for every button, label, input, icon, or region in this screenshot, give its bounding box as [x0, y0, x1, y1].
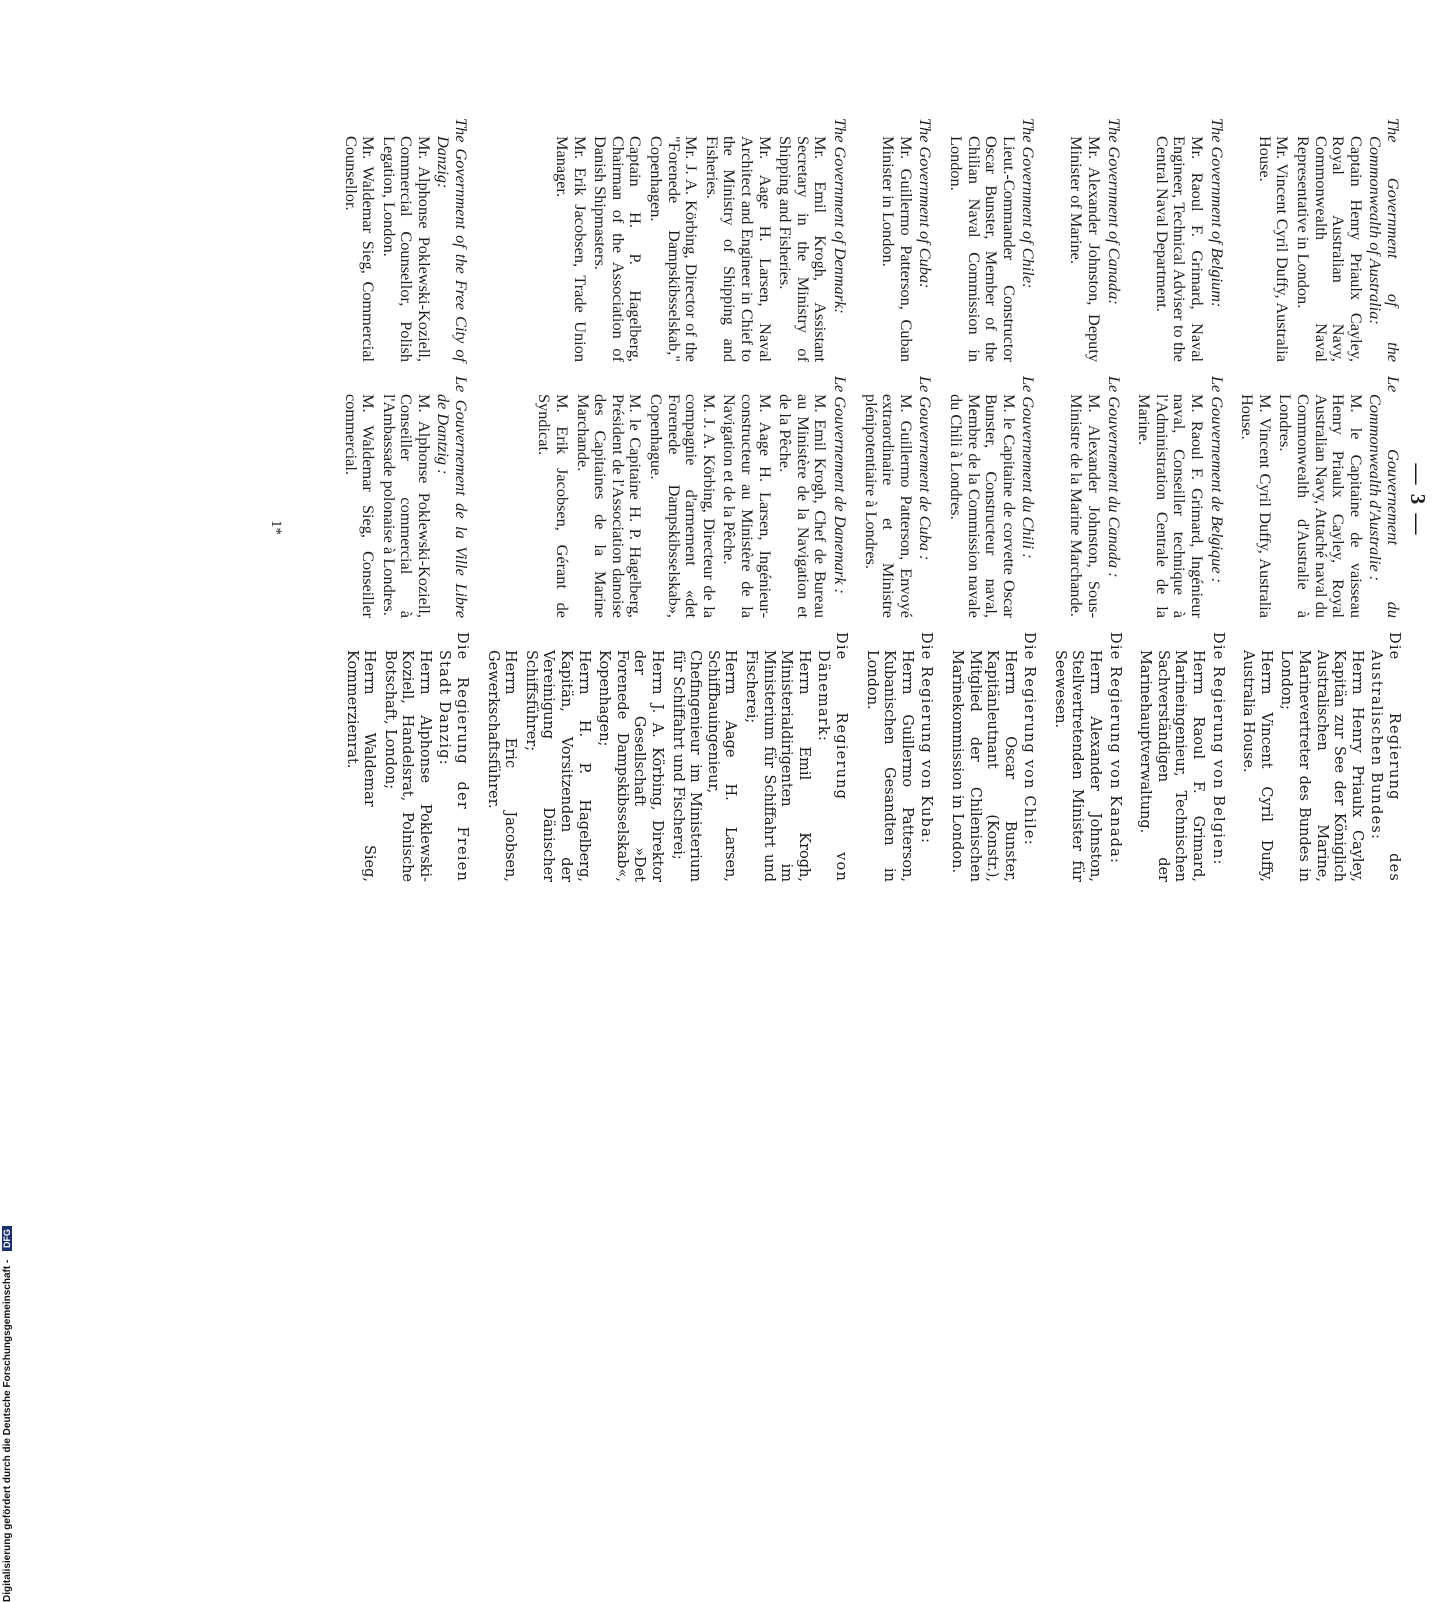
column-fr — [339, 376, 470, 632]
delegate-entry: Herrn Guillermo Patterson, Kubanischen Gesandten in London. — [863, 650, 915, 882]
page-number: — 3 — — [1406, 463, 1430, 537]
column-de — [944, 632, 1037, 882]
government-heading: Le Gouvernement de la Ville Libre de Dantzig : — [434, 376, 472, 618]
government-heading: Le Gouvernement du Chili : — [1019, 376, 1039, 559]
delegate-entry: M. Vincent Cyril Duffy, Australia House. — [1238, 394, 1275, 618]
column-fr — [944, 376, 1037, 632]
column-en — [339, 118, 470, 376]
delegate-entry: M. Alexander Johnston, Sous-Ministre de la Marine Marchande. — [1067, 394, 1105, 618]
delegation-row — [944, 118, 1037, 1198]
government-heading: The Government of Cuba: — [916, 118, 936, 289]
delegate-entry: Herrn Raoul F. Grimard, Marineingenieur, Technischen Sachverständigen der Marinehauptverwaltung. — [1137, 650, 1207, 882]
delegate-entry: Mr. Vincent Cyril Duffy, Australia House. — [1255, 136, 1293, 362]
delegate-entry: Herrn Alexander Johnston, Stellvertretenden Minister für Seewesen. — [1051, 650, 1104, 882]
delegate-entry: Mr. Erik Jacobsen, Trade Union Manager. — [553, 136, 590, 362]
column-en — [480, 118, 849, 376]
column-de — [1133, 632, 1226, 882]
delegation-row — [859, 118, 934, 1198]
delegate-entry: Mr. Waldemar Sieg, Commercial Counsellor. — [341, 136, 379, 362]
column-fr — [1047, 376, 1122, 632]
column-en — [944, 118, 1037, 376]
column-de — [859, 632, 934, 882]
delegate-entry: Mr. J. A. Körbing, Director of the "Forenede Dampskibsselskab," Copenhagen. — [647, 136, 702, 362]
delegation-row — [1133, 118, 1226, 1198]
delegate-entry: Herrn Oscar Bunster, Kapitänleutnant (Konstr.), Mitglied der Chilenischen Marinekommission in London. — [948, 650, 1018, 882]
delegate-entry: M. le Capitaine H. P. Hagelberg, Président de l'Association danoise des Capitaines de la Marine Marchande. — [573, 394, 646, 618]
government-heading: Le Gouvernement du Commonwealth d'Australie : — [1366, 376, 1403, 618]
delegate-entry: Captain Henry Priaulx Cayley, Royal Australian Navy, Commonwealth Naval Representative in London. — [1294, 136, 1366, 362]
delegate-entry: Herrn Eric Jacobsen, Gewerkschaftsführer. — [484, 650, 519, 882]
government-heading: Die Regierung von Belgien: — [1209, 632, 1226, 866]
government-heading: The Government of Canada: — [1104, 118, 1124, 305]
column-de — [339, 632, 470, 882]
government-heading: Le Gouvernement de Belgique : — [1207, 376, 1227, 584]
government-heading: The Government of Denmark: — [830, 118, 850, 314]
delegate-entry: Herrn Vincent Cyril Duffy, Australia House. — [1240, 650, 1274, 882]
column-de — [1236, 632, 1402, 882]
column-fr — [1133, 376, 1226, 632]
column-fr — [480, 376, 849, 632]
delegate-entry: Mr. Alexander Johnston, Deputy Minister of Marine. — [1067, 136, 1105, 362]
government-heading: Die Regierung von Dänemark: — [815, 632, 849, 882]
column-de — [480, 632, 849, 882]
delegate-entry: Mr. Raoul F. Grimard, Naval Engineer, Technical Adviser to the Central Naval Department. — [1152, 136, 1208, 362]
column-en — [1133, 118, 1226, 376]
government-heading: The Government of Chile: — [1019, 118, 1039, 289]
column-de — [1047, 632, 1122, 882]
delegate-entry: M. le Capitaine de vaisseau Henry Priaulx Cayley, Royal Australian Navy, Attaché naval du Commonwealth d'Australie à Londres. — [1276, 394, 1366, 618]
government-heading: Die Regierung von Chile: — [1021, 632, 1038, 846]
government-heading: The Government of Belgium: — [1207, 118, 1227, 308]
column-en — [859, 118, 934, 376]
delegate-entry: Herrn Emil Krogh, Ministerialdirigenten im Ministerium für Schiffahrt und Fischerei; — [743, 650, 812, 882]
government-heading: Le Gouvernement de Cuba : — [916, 376, 936, 561]
delegate-entry: Herrn Alphonse Poklewski-Koziell, Handelsrat, Polnische Botschaft, London; — [381, 650, 433, 882]
delegate-entry: Herrn H. P. Hagelberg, Kapitän, Vorsitzenden der Vereinigung Dänischer Schiffsführer; — [522, 650, 592, 882]
government-heading: Die Regierung des Australischen Bundes: — [1368, 632, 1402, 882]
credit-text: Digitalisierung gefördert durch die Deutsche Forschungsgemeinschaft - — [2, 1259, 13, 1602]
delegate-entry: M. Emil Krogh, Chef de Bureau au Ministère de la Navigation et de la Pêche. — [776, 394, 831, 618]
government-heading: The Government of the Free City of Danzig: — [434, 118, 472, 362]
delegate-entry: Lieut.-Commander Constructor Oscar Bunster, Member of the Chilian Naval Commission in London. — [946, 136, 1019, 362]
delegation-row — [1236, 118, 1402, 1198]
column-en — [1236, 118, 1402, 376]
delegate-entry: Herrn Waldemar Sieg, Kommerzienrat. — [343, 650, 378, 882]
government-heading: The Government of the Commonwealth of Australia: — [1366, 118, 1403, 362]
delegation-row — [339, 118, 470, 1198]
digitization-credit — [0, 606, 18, 1602]
government-heading: Le Gouvernement de Danemark : — [830, 376, 850, 594]
government-heading: Die Regierung von Kuba: — [918, 632, 935, 845]
delegate-entry: M. Raoul F. Grimard, Ingénieur naval, Conseiller technique à l'Administration Centrale de la Marine. — [1135, 394, 1208, 618]
government-heading: Die Regierung der Freien Stadt Danzig: — [436, 632, 471, 882]
government-heading: Le Gouvernement du Canada : — [1104, 376, 1124, 578]
delegate-entry: Mr. Aage H. Larsen, Naval Architect and Engineer in Chief to the Ministry of Shipping and Fisheries. — [702, 136, 775, 362]
dfg-logo: DFG — [2, 1226, 12, 1251]
delegation-table — [329, 118, 1402, 1198]
delegate-entry: M. le Capitaine de corvette Oscar Bunster, Constructeur naval, Membre de la Commission navale du Chili à Londres. — [946, 394, 1019, 618]
delegate-entry: Captain H. P. Hagelberg, Chairman of the Association of Danish Shipmasters. — [591, 136, 646, 362]
delegate-entry: Mr. Guillermo Patterson, Cuban Minister in London. — [879, 136, 916, 362]
column-en — [1047, 118, 1122, 376]
delegate-entry: M. Erik Jacobsen, Gérant de Syndicat. — [535, 394, 573, 618]
delegate-entry: Mr. Emil Krogh, Assistant Secretary in the Ministry of Shipping and Fisheries. — [776, 136, 831, 362]
delegation-row — [1047, 118, 1122, 1198]
delegation-row — [480, 118, 849, 1198]
delegate-entry: M. Aage H. Larsen, Ingénieur-constructeur au Ministère de la Navigation et de la Pêche. — [720, 394, 775, 618]
delegate-entry: Mr. Alphonse Poklewski-Koziell, Commercial Counsellor, Polish Legation, London. — [379, 136, 434, 362]
delegate-entry: Herrn J. A. Körbing, Direktor der Gesellschaft »Det Forenede Dampskibsselskab«, Kopenhagen; — [596, 650, 666, 882]
delegate-entry: M. Alphonse Poklewski-Koziell, Conseiller commercial à l'Ambassade polonaise à Londres. — [379, 394, 434, 618]
column-fr — [859, 376, 934, 632]
government-heading: Die Regierung von Kanada: — [1106, 632, 1123, 865]
delegate-entry: M. Waldemar Sieg, Conseiller commercial. — [341, 394, 379, 618]
signature-mark: 1* — [268, 520, 284, 535]
delegate-entry: M. Guillermo Patterson, Envoyé extraordinaire et Ministre plénipotentiaire à Londres. — [861, 394, 916, 618]
column-fr — [1236, 376, 1402, 632]
delegate-entry: Herrn Aage H. Larsen, Schiffbauingenieur, Chefingenieur im Ministerium für Schiffahrt und Fischerei; — [669, 650, 739, 882]
delegate-entry: Herrn Henry Priaulx Cayley, Kapitän zur See der Königlich Australischen Marine, Marinevertreter des Bundes in London; — [1278, 650, 1365, 882]
delegate-entry: M. J. A. Körbing, Directeur de la compagnie d'armement «det Forenede Dampskibsselskab», Copenhague. — [647, 394, 719, 618]
